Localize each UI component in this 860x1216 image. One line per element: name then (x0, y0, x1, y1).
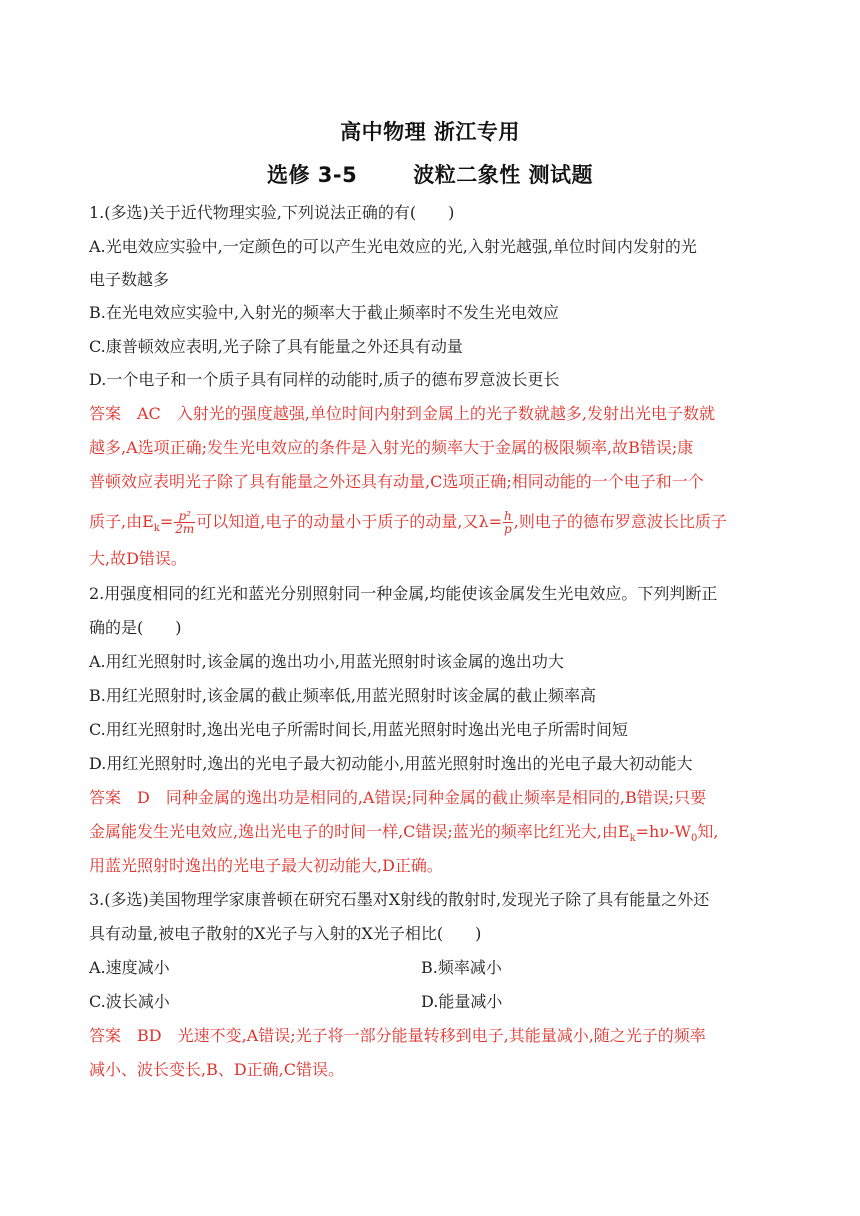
page-subtitle (0, 159, 860, 189)
q1-option-a-cont: 电子数越多 (89, 270, 170, 289)
q1-answer-line2: 越多,A选项正确;发生光电效应的条件是入射光的频率大于金属的极限频率,故B错误;康 (89, 438, 694, 457)
q1-option-b: B.在光电效应实验中,入射光的频率大于截止频率时不发生光电效应 (89, 303, 559, 322)
fraction-denominator: p (504, 522, 512, 536)
q2-answer: 答案 D 同种金属的逸出功是相同的,A错误;同种金属的截止频率是相同的,B错误;只要 (89, 788, 707, 807)
q2-ans-text-2: 知, (697, 822, 719, 841)
q1-answer-line3: 普顿效应表明光子除了具有能量之外还具有动量,C选项正确;相同动能的一个电子和一个 (89, 472, 704, 491)
q1-option-d: D.一个电子和一个质子具有同样的动能时,质子的德布罗意波长更长 (89, 370, 560, 389)
q3-answer-line2: 减小、波长变长,B、D正确,C错误。 (89, 1060, 345, 1079)
q3-option-a: A.速度减小 (89, 958, 170, 977)
subtitle-course: 选修 3-5 (266, 163, 358, 187)
q1-option-a: A.光电效应实验中,一定颜色的可以产生光电效应的光,入射光越强,单位时间内发射的光 (89, 237, 697, 256)
q2-option-b: B.用红光照射时,该金属的截止频率低,用蓝光照射时该金属的截止频率高 (89, 686, 597, 705)
q3-option-c: C.波长减小 (89, 992, 170, 1011)
fraction-numerator: p² (174, 510, 195, 523)
q1-answer: 答案 AC 入射光的强度越强,单位时间内射到金属上的光子数就越多,发射出光电子数就 (89, 404, 715, 423)
q3-option-d: D.能量减小 (421, 992, 503, 1011)
kinetic-energy-fraction (174, 510, 195, 535)
q2-option-a: A.用红光照射时,该金属的逸出功小,用蓝光照射时该金属的逸出功大 (89, 652, 564, 671)
q1-ans-sub: k (153, 523, 160, 535)
q1-answer-line5: 大,故D错误。 (89, 549, 187, 568)
q1-option-c: C.康普顿效应表明,光子除了具有能量之外还具有动量 (89, 337, 463, 356)
q2-option-c: C.用红光照射时,逸出光电子所需时间长,用蓝光照射时逸出光电子所需时间短 (89, 720, 628, 739)
fraction-denominator: 2m (175, 522, 195, 536)
subtitle-topic: 波粒二象性 测试题 (413, 163, 594, 187)
q2-answer-line3: 用蓝光照射时逸出的光电子最大初动能大,D正确。 (89, 856, 443, 875)
q2-option-d: D.用红光照射时,逸出的光电子最大初动能小,用蓝光照射时逸出的光电子最大初动能大 (89, 754, 693, 773)
page-title: 高中物理 浙江专用 (340, 120, 520, 144)
q3-option-b: B.频率减小 (421, 958, 502, 977)
q2-answer-line2 (89, 822, 718, 849)
q3-stem-cont: 具有动量,被电子散射的X光子与入射的X光子相比( ) (89, 924, 482, 943)
q1-ans-text: 质子,由E (89, 512, 154, 531)
q2-ans-text: 金属能发生光电效应,逸出光电子的时间一样,C错误;蓝光的频率比红光大,由E (89, 822, 630, 841)
wavelength-fraction (503, 510, 513, 535)
q1-ans-text-3: ,则电子的德布罗意波长比质子 (513, 512, 727, 531)
q1-ans-text-2: 可以知道,电子的动量小于质子的动量,又λ= (196, 512, 502, 531)
q3-stem: 3.(多选)美国物理学家康普顿在研究石墨对X射线的散射时,发现光子除了具有能量之外还 (89, 890, 710, 909)
q2-stem-cont: 确的是( ) (89, 618, 182, 637)
q2-ans-sub-k: k (629, 833, 636, 845)
q1-answer-line4 (89, 510, 727, 539)
q2-ans-sub-0: 0 (690, 833, 698, 845)
fraction-numerator: h (504, 509, 512, 523)
q2-ans-eq: =hν-W (635, 822, 691, 841)
q1-ans-eq: = (159, 512, 174, 531)
q1-stem: 1.(多选)关于近代物理实验,下列说法正确的有( ) (89, 203, 455, 222)
q3-answer: 答案 BD 光速不变,A错误;光子将一部分能量转移到电子,其能量减小,随之光子的频率 (89, 1026, 706, 1045)
q2-stem: 2.用强度相同的红光和蓝光分别照射同一种金属,均能使该金属发生光电效应。下列判断正 (89, 584, 718, 603)
